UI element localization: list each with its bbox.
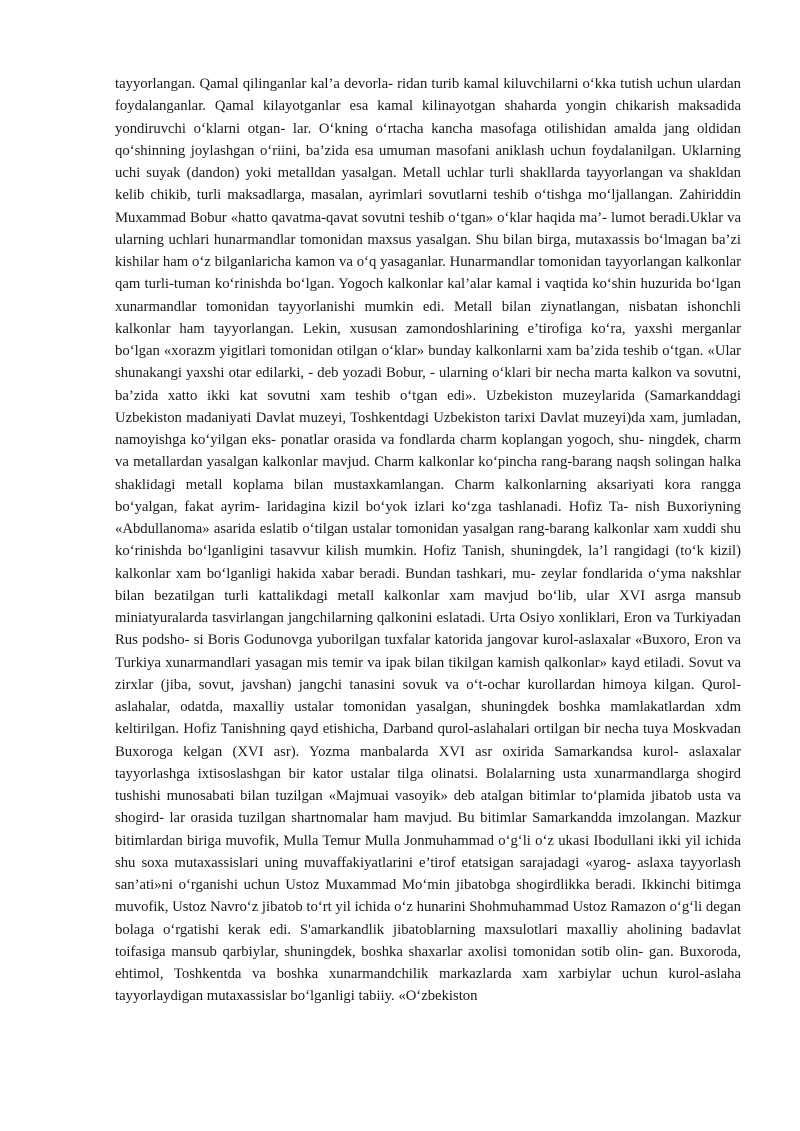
document-page	[115, 73, 741, 1008]
body-paragraph: tayyorlangan. Qamal qilinganlar kal’a devorla- ridan turib kamal kiluvchilarni o‘kka tutish uchun ulardan foydalanganlar. Qamal kilayotganlar esa kamal kilinayotgan shaharda yongin chikarish maksadida yondiruvchi o‘klarni otgan- lar. O‘kning o‘rtacha kancha masofaga otilishidan amalda jang oldidan qo‘shinning joylashgan o‘riini, ba’zida esa umuman masofani aniklash uchun foydalanilgan. Uklarning uchi suyak (dandon) yoki metalldan yasalgan. Metall uchlar turli shakllarda tayyorlangan va shakldan kelib chikib, turli maksadlarga, masalan, ayrimlari sovutlarni teshib o‘tishga mo‘ljallangan. Zahiriddin Muxammad Bobur «hatto qavatma-qavat sovutni teshib o‘tgan» o‘klar haqida ma’- lumot beradi.Uklar va ularning uchlari hunarmandlar tomonidan maxsus yasalgan. Shu bilan birga, mutaxassis bo‘lmagan ba’zi kishilar ham o‘z bilganlaricha kamon va o‘q yasaganlar. Hunarmandlar tomonidan tayyorlangan kalkonlar qam turli-tuman ko‘rinishda bo‘lgan. Yogoch kalkonlar kal’alar kamal i vaqtida ko‘shin huzurida bo‘lgan xunarmandlar tomonidan tayyorlanishi mumkin edi. Metall bilan ziynatlangan, nisbatan ishonchli kalkonlar ham tayyorlangan. Lekin, xususan zamondoshlarining e’tirofiga ko‘ra, yaxshi merganlar bo‘lgan «xorazm yigitlari tomonidan otilgan o‘klar» bunday kalkonlarni xam ba’zida teshib o‘tgan. «Ular shunakangi yaxshi otar edilarki, - deb yozadi Bobur, - ularning o‘klari bir necha marta kalkon va sovutni, ba’zida xatto ikki kat sovutni xam teshib o‘tgan edi». Uzbekiston muzeylarida (Samarkanddagi Uzbekiston madaniyati Davlat muzeyi, Toshkentdagi Uzbekiston tarixi Davlat muzeyi)da xam, jumladan, namoyishga ko‘yilgan eks- ponatlar orasida va fondlarda charm koplangan yogoch, shu- ningdek, charm va metallardan yasalgan kalkonlar mavjud. Charm kalkonlar ko‘pincha rang-barang naqsh solingan halka shaklidagi metall koplama bilan mustaxkamlangan. Charm kalkonlarning aksariyati kora rangga bo‘yalgan, fakat ayrim- laridagina kizil bo‘yok izlari ko‘zga tashlanadi. Hofiz Ta- nish Buxoriyning «Abdullanoma» asarida eslatib o‘tilgan ustalar tomonidan yasalgan rang-barang kalkonlar xam xuddi shu ko‘rinishda bo‘lganligini tasavvur kilish mumkin. Hofiz Tanish, shuningdek, la’l rangidagi (to‘k kizil) kalkonlar xam bo‘lganligi hakida xabar beradi. Bundan tashkari, mu- zeylar fondlarida o‘yma nakshlar bilan bezatilgan turli kattalikdagi metall kalkonlar xam mavjud bo‘lib, ular XVI asrga mansub miniatyuralarda tasvirlangan jangchilarning qalkonini eslatadi. Urta Osiyo xonliklari, Eron va Turkiyadan Rus podsho- si Boris Godunovga yuborilgan tuxfalar katorida jangovar kurol-aslaxalar «Buxoro, Eron va Turkiya xunarmandlari yasagan mis temir va ipak bilan tikilgan kamish qalkonlar» kayd etiladi. Sovut va zirxlar (jiba, sovut, javshan) jangchi tanasini sovuk va o‘t-ochar kurollardan himoya kilgan. Qurol-aslahalar, odatda, maxalliy ustalar tomonidan yasalgan, shuningdek boshka mamlakatlardan xdm keltirilgan. Hofiz Tanishning qayd etishicha, Darband qurol-aslahalari ortilgan bir necha tuya Moskvadan Buxoroga kelgan (XVI asr). Yozma manbalarda XVI asr oxirida Samarkandsa kurol- aslaxalar tayyorlashga ixtisoslashgan bir kator ustalar tilga olinatsi. Bolalarning usta xunarmandlarga shogird tushishi munosabati bilan tuzilgan «Majmuai vasoyik» deb atalgan bitimlar to‘plamida jibatob usta va shogird- lar orasida tuzilgan shartnomalar ham mavjud. Bu bitimlar Samarkandda imzolangan. Mazkur bitimlardan biriga muvofik, Mulla Temur Mulla Jonmuhammad o‘g‘li o‘z ukasi Ibodullani ikki yil ichida shu soxa mutaxassislari uning muvaffakiyatlarini e’tirof etatsigan sarajadagi «yarog- aslaxa tayyorlash san’ati»ni o‘rganishi uchun Ustoz Muxammad Mo‘min jibatobga shogirdlikka beradi. Ikkinchi bitimga muvofik, Ustoz Navro‘z jibatob to‘rt yil ichida o‘z hunarini Shohmuhammad Ustoz Ramazon o‘g‘li degan bolaga o‘rgatishi kerak edi. S'amarkandlik jibatoblarning maxsulotlari maxalliy aholining badavlat toifasiga mansub qarbiylar, shuningdek, boshka shaxarlar axolisi tomonidan sotib olin- gan. Buxoroda, ehtimol, Toshkentda va boshka xunarmandchilik markazlarda xam xarbiylar uchun kurol-aslaha tayyorlaydigan mutaxassislar bo‘lganligi tabiiy. «O‘zbekiston	[115, 76, 741, 1005]
